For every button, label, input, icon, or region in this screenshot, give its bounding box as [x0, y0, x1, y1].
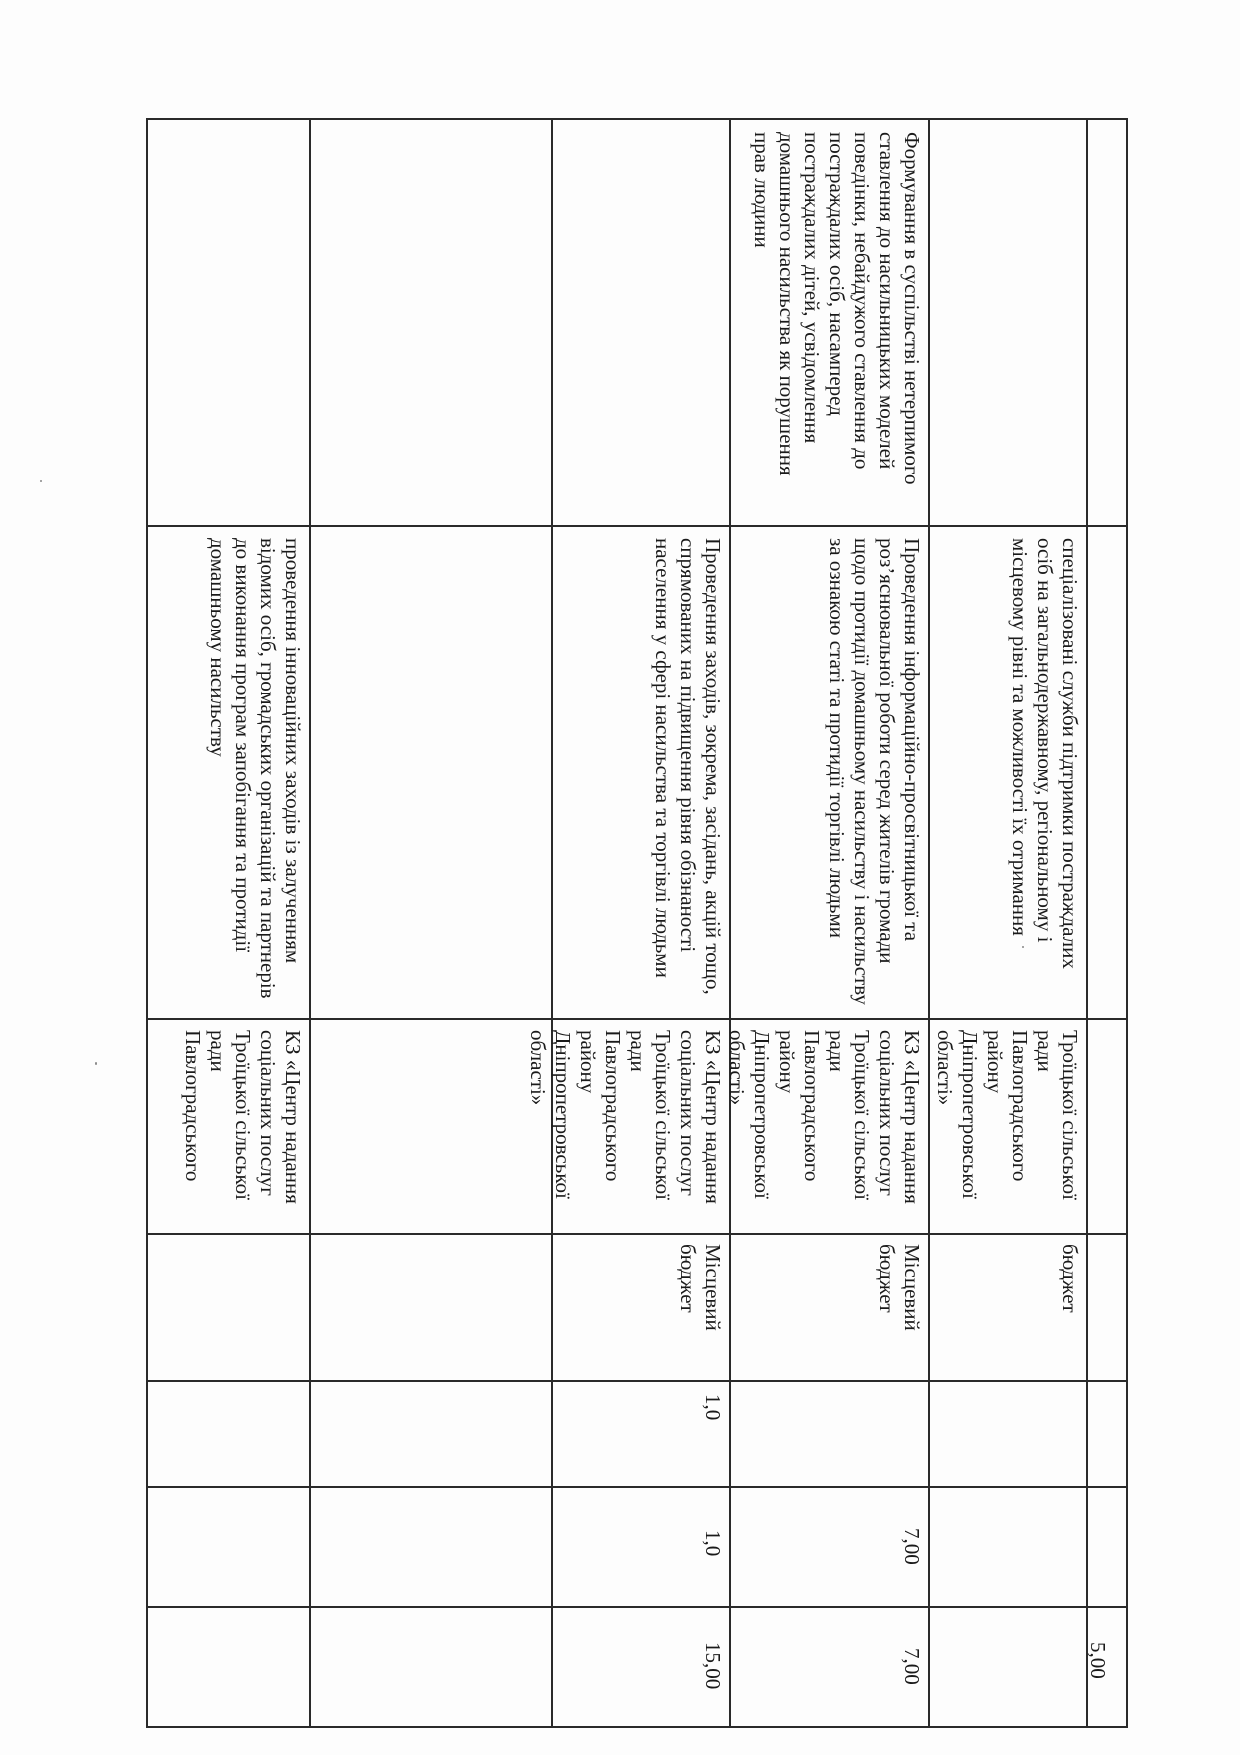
table-rule	[146, 1233, 1128, 1235]
table-cell-year3: 7,00	[900, 1648, 924, 1685]
table-cell-year1: 1,0	[701, 1394, 725, 1421]
table-cell-measure: Проведення інформаційно-просвітницької та роз’яснювальної роботи серед жителів громади щодо протидії домашньому насильству і насильству за ознакою статі та протидії торгівлі людьми	[825, 538, 924, 1005]
table-cell-executor: КЗ «Центр надання соціальних послуг Троїцької сільської ради Павлоградського району Дніпропетровської області»	[725, 1030, 924, 1204]
table-cell-source: Місцевий бюджет	[676, 1244, 725, 1331]
table-rule	[146, 1380, 1128, 1382]
table-cell-year2: 1,0	[701, 1530, 725, 1557]
table-rule	[146, 525, 1128, 527]
scan-speck	[95, 1062, 97, 1065]
table-cell-source: бюджет	[1058, 1244, 1082, 1313]
table-rule	[146, 1018, 1128, 1020]
table-cell-year2: 7,00	[900, 1528, 924, 1565]
scan-speck	[40, 480, 42, 482]
table-cell-executor: КЗ «Центр надання соціальних послуг Троїцької сільської ради Павлоградського району Дніпропетровської області»	[526, 1030, 725, 1204]
rotated-table	[128, 118, 1128, 1728]
table-rule	[146, 1486, 1128, 1488]
table-cell-measure: спеціалізовані служби підтримки постраждалих осіб на загальнодержавному, регіональному і місцевому рівні та можливості їх отримання	[1008, 538, 1082, 969]
table-cell-source: Місцевий бюджет	[875, 1244, 924, 1331]
table-cell-task: Формування в суспільстві нетерпимого ставлення до насильницьких моделей поведінки, небайдужого ставлення до постраждалих осіб, насамперед постраждалих дітей, усвідомлення домашнього насильства як порушення прав людини	[750, 132, 924, 485]
table-border-right	[146, 1726, 1128, 1728]
table-cell-measure: Проведення заходів, зокрема, засідань, акцій тощо, спрямованих на підвищення рівня обізнаності населення у сфері насильства та торгівлі людьми	[651, 538, 725, 995]
table-border-left	[146, 118, 1128, 120]
table-rule	[146, 1606, 1128, 1608]
table-cell-executor: Троїцької сільської ради Павлоградського району Дніпропетровської області»	[933, 1030, 1082, 1200]
table-cell-executor: КЗ «Центр надання соціальних послуг Троїцької сільської ради Павлоградського	[181, 1030, 305, 1204]
table-cell-year3: 5,00	[1086, 1642, 1110, 1679]
table-cell-year3: 15,00	[701, 1642, 725, 1690]
table-cell-measure: проведення інноваційних заходів із залученням відомих осіб, громадських організацій та партнерів до виконання програм запобігання та протидії домашньому насильству	[206, 538, 305, 999]
scan-speck	[1022, 946, 1024, 948]
